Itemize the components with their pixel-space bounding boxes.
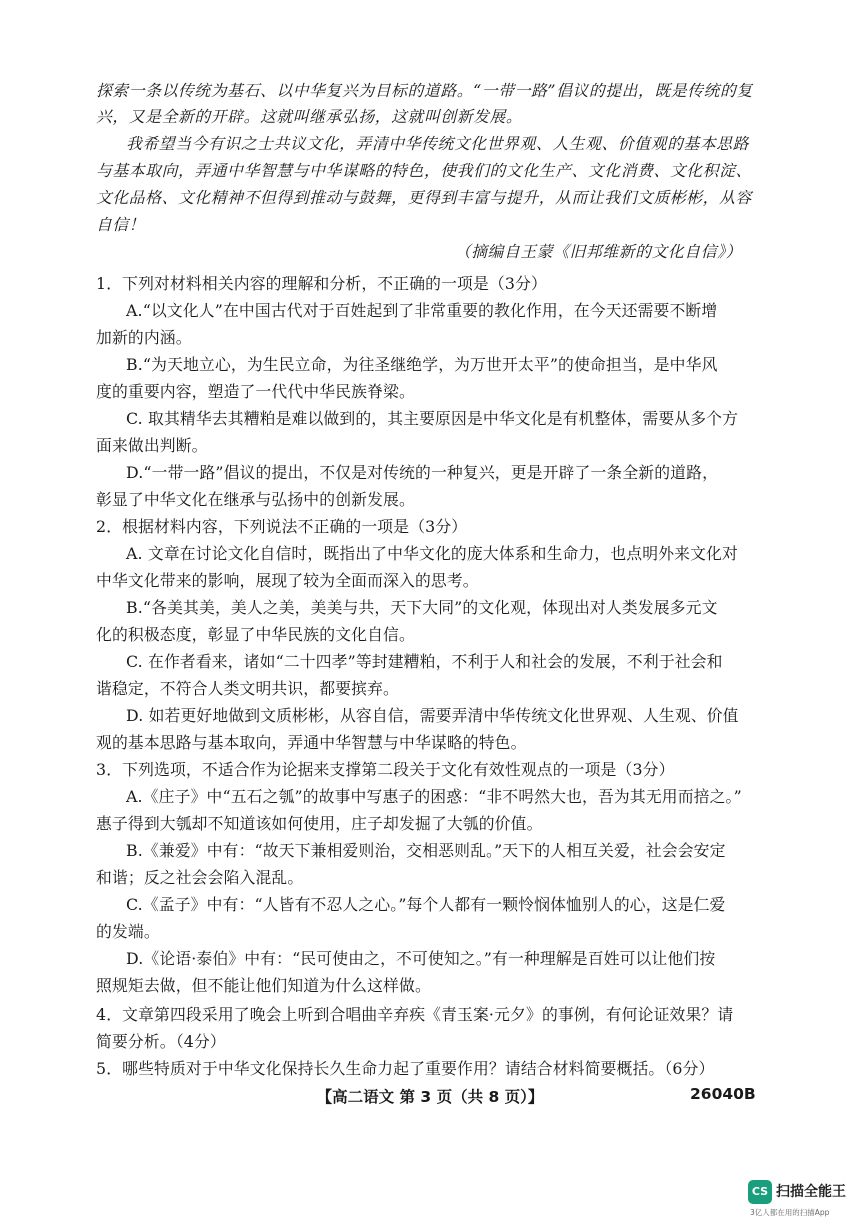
passage-line: 自信！ [96,215,146,234]
passage-line: 文化品格、文化精神不但得到推动与鼓舞，更得到丰富与提升，从而让我们文质彬彬，从容 [96,188,752,207]
question-4-cont: 简要分析。（4分） [96,1032,226,1051]
question-2-option-a-cont: 中华文化带来的影响，展现了较为全面而深入的思考。 [96,571,479,590]
question-3-option-a: A.《庄子》中“五石之瓠”的故事中写惠子的困惑：“非不呺然大也，吾为其无用而掊之。” [126,787,742,806]
question-2-option-b: B.“各美其美，美人之美，美美与共，天下大同”的文化观，体现出对人类发展多元文 [126,598,718,617]
watermark-tagline: 3亿人都在用的扫描App [750,1208,830,1217]
passage-line: 兴，又是全新的开辟。这就叫继承弘扬，这就叫创新发展。 [96,107,523,126]
question-3: 3．下列选项，不适合作为论据来支撑第二段关于文化有效性观点的一项是（3分） [96,760,675,779]
question-1-option-d: D.“一带一路”倡议的提出，不仅是对传统的一种复兴，更是开辟了一条全新的道路， [126,463,719,482]
page-footer-label: 【高二语文 第 3 页（共 8 页）】 [316,1088,544,1106]
watermark-app-name: 扫描全能王 [776,1184,846,1200]
question-1-option-b-cont: 度的重要内容，塑造了一代代中华民族脊梁。 [96,382,415,401]
question-2: 2．根据材料内容，下列说法不正确的一项是（3分） [96,517,468,536]
question-1-option-d-cont: 彰显了中华文化在继承与弘扬中的创新发展。 [96,490,415,509]
question-3-option-c: C.《孟子》中有：“人皆有不忍人之心。”每个人都有一颗怜悯体恤别人的心，这是仁爱 [126,895,726,914]
question-1: 1．下列对材料相关内容的理解和分析，不正确的一项是（3分） [96,274,547,293]
camscanner-logo-icon: CS [748,1180,772,1204]
question-3-option-b: B.《兼爱》中有：“故天下兼相爱则治，交相恶则乱。”天下的人相互关爱，社会会安定 [126,841,726,860]
question-2-option-c-cont: 谐稳定，不符合人类文明共识，都要摈弃。 [96,679,399,698]
question-3-option-a-cont: 惠子得到大瓠却不知道该如何使用，庄子却发掘了大瓠的价值。 [96,814,543,833]
question-1-option-b: B.“为天地立心，为生民立命，为往圣继绝学，为万世开太平”的使命担当，是中华风 [126,355,718,374]
scanner-watermark [748,1176,858,1220]
passage-line: 与基本取向，弄通中华智慧与中华谋略的特色，使我们的文化生产、文化消费、文化积淀、 [96,161,752,180]
exam-code: 26040B [690,1085,756,1103]
question-2-option-c: C. 在作者看来，诸如“二十四孝”等封建糟粕，不利于人和社会的发展，不利于社会和 [126,652,723,671]
question-3-option-d-cont: 照规矩去做，但不能让他们知道为什么这样做。 [96,976,431,995]
source-citation: （摘编自王蒙《旧邦维新的文化自信》） [454,242,742,261]
question-2-option-a: A. 文章在讨论文化自信时，既指出了中华文化的庞大体系和生命力，也点明外来文化对 [126,544,738,563]
question-1-option-c-cont: 面来做出判断。 [96,436,208,455]
question-3-option-c-cont: 的发端。 [96,922,160,941]
passage-line: 探索一条以传统为基石、以中华复兴为目标的道路。“一带一路”倡议的提出，既是传统的复 [96,81,753,100]
question-1-option-c: C. 取其精华去其糟粕是难以做到的，其主要原因是中华文化是有机整体，需要从多个方 [126,409,739,428]
question-3-option-b-cont: 和谐；反之社会会陷入混乱。 [96,868,304,887]
question-4: 4．文章第四段采用了晚会上听到合唱曲辛弃疾《青玉案·元夕》的事例，有何论证效果？请 [96,1005,734,1024]
question-3-option-d: D.《论语·泰伯》中有：“民可使由之，不可使知之。”有一种理解是百姓可以让他们按 [126,949,716,968]
question-1-option-a: A.“以文化人”在中国古代对于百姓起到了非常重要的教化作用，在今天还需要不断增 [126,301,718,320]
question-2-option-d: D. 如若更好地做到文质彬彬，从容自信，需要弄清中华传统文化世界观、人生观、价值 [126,706,739,725]
question-5: 5．哪些特质对于中华文化保持长久生命力起了重要作用？请结合材料简要概括。（6分） [96,1059,715,1078]
question-1-option-a-cont: 加新的内涵。 [96,328,192,347]
question-2-option-d-cont: 观的基本思路与基本取向，弄通中华智慧与中华谋略的特色。 [96,733,527,752]
question-2-option-b-cont: 化的积极态度，彰显了中华民族的文化自信。 [96,625,415,644]
passage-line: 我希望当今有识之士共议文化，弄清中华传统文化世界观、人生观、价值观的基本思路 [126,134,750,153]
